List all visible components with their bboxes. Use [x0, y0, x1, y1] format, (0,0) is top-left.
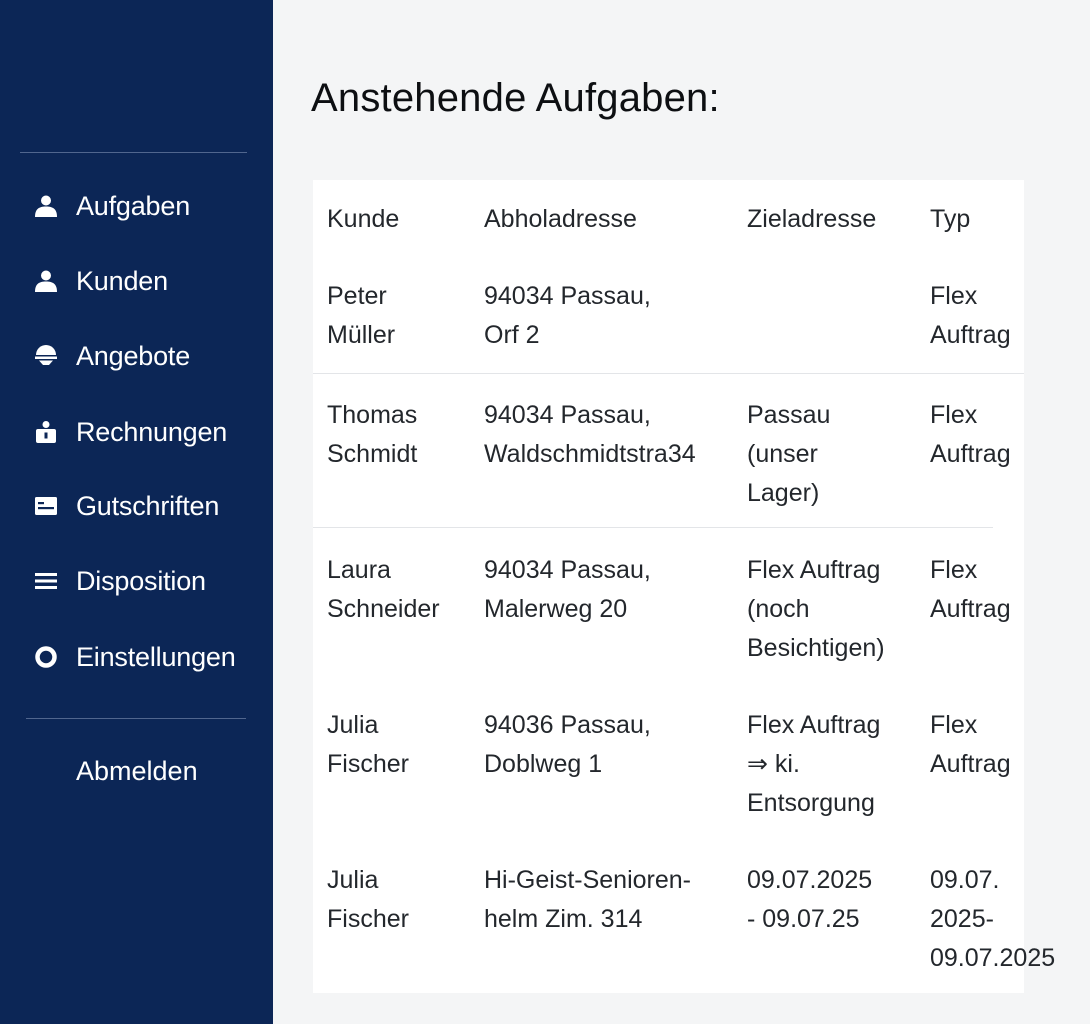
cell-zieladresse: [747, 861, 922, 939]
cell-typ: [930, 861, 1090, 978]
row-divider: [313, 373, 1024, 374]
lock-icon: [34, 420, 58, 444]
offer-icon: [34, 344, 58, 368]
header-typ: Typ: [930, 205, 971, 233]
sidebar-item-einstellungen[interactable]: [0, 627, 273, 687]
cell-line: Lager): [747, 479, 820, 507]
cell-line: Malerweg 20: [484, 595, 628, 623]
sidebar-item-gutschriften[interactable]: [0, 476, 273, 536]
cell-line: 09.07.2025: [747, 866, 873, 894]
cell-line: Julia: [327, 711, 379, 739]
cell-line: helm Zim. 314: [484, 905, 643, 933]
cell-line: 94034 Passau,: [484, 282, 651, 310]
sidebar-item-label: Einstellungen: [76, 641, 236, 672]
cell-line: Peter: [327, 282, 387, 310]
cell-line: Flex: [930, 401, 978, 429]
cell-line: Fischer: [327, 750, 409, 778]
page-title: Anstehende Aufgaben:: [311, 76, 720, 120]
sidebar-item-rechnungen[interactable]: [0, 402, 273, 462]
sidebar-item-kunden[interactable]: [0, 251, 273, 311]
user-icon: [34, 269, 58, 293]
header-abholadresse: Abholadresse: [484, 205, 637, 233]
cell-line: Auftrag: [930, 440, 1011, 468]
cell-line: Müller: [327, 321, 396, 349]
cell-typ: [930, 277, 1090, 355]
cell-line: 94034 Passau,: [484, 556, 651, 584]
cell-zieladresse: [747, 706, 922, 823]
cell-kunde: [327, 277, 477, 355]
sidebar-item-disposition[interactable]: [0, 551, 273, 611]
list-icon: [34, 569, 58, 593]
table-header: [313, 180, 1024, 255]
cell-line: Schmidt: [327, 440, 418, 468]
cell-line: 09.07.2025: [930, 944, 1056, 972]
cell-line: Flex Auftrag: [747, 711, 881, 739]
sidebar-item-label: Gutschriften: [76, 490, 220, 521]
tasks-table: [313, 180, 1056, 993]
cell-line: Doblweg 1: [484, 750, 603, 778]
cell-line: ⇒ ki.: [747, 750, 800, 778]
cell-line: 94036 Passau,: [484, 711, 651, 739]
cell-line: 94034 Passau,: [484, 401, 651, 429]
cell-kunde: [327, 861, 477, 939]
cell-line: Waldschmidtstra34: [484, 440, 696, 468]
cell-kunde: [327, 396, 477, 474]
sidebar-item-label: Kunden: [76, 265, 168, 296]
cell-line: 2025-: [930, 905, 994, 933]
row-divider: [313, 527, 993, 528]
cell-abholadresse: [484, 551, 739, 629]
user-icon: [34, 194, 58, 218]
sidebar-item-label: Angebote: [76, 340, 191, 371]
cell-line: Flex Auftrag: [747, 556, 881, 584]
sidebar-item-label: Rechnungen: [76, 416, 228, 447]
sidebar-item-label: Disposition: [76, 565, 206, 596]
cell-line: Auftrag: [930, 321, 1011, 349]
cell-line: Entsorgung: [747, 789, 875, 817]
sidebar-divider-top: [20, 152, 247, 153]
sidebar-divider-bottom: [26, 718, 246, 719]
sidebar-item-label: Aufgaben: [76, 190, 191, 221]
logout-button[interactable]: Abmelden: [76, 756, 198, 786]
cell-typ: [930, 396, 1090, 474]
cell-line: - 09.07.25: [747, 905, 860, 933]
cell-line: Auftrag: [930, 595, 1011, 623]
cell-line: Schneider: [327, 595, 440, 623]
header-kunde: Kunde: [327, 205, 400, 233]
cell-kunde: [327, 706, 477, 784]
cell-line: (noch: [747, 595, 810, 623]
cell-line: Thomas: [327, 401, 418, 429]
cell-line: Flex: [930, 711, 978, 739]
cell-line: Orf 2: [484, 321, 540, 349]
cell-line: Besichtigen): [747, 634, 885, 662]
cell-line: Fischer: [327, 905, 409, 933]
cell-line: (unser: [747, 440, 818, 468]
cell-line: Passau: [747, 401, 831, 429]
cell-abholadresse: [484, 861, 739, 939]
sidebar-item-angebote[interactable]: [0, 326, 273, 386]
header-zieladresse: Zieladresse: [747, 205, 877, 233]
cell-line: Hi-Geist-Senioren-: [484, 866, 692, 894]
sidebar: [0, 0, 273, 1024]
cell-abholadresse: [484, 277, 739, 355]
circle-icon: [34, 645, 58, 669]
cell-line: Laura: [327, 556, 391, 584]
cell-line: Julia: [327, 866, 379, 894]
cell-line: Flex: [930, 556, 978, 584]
cell-line: 09.07.: [930, 866, 1000, 894]
cell-zieladresse: [747, 551, 922, 668]
cell-kunde: [327, 551, 477, 629]
sidebar-item-aufgaben[interactable]: [0, 176, 273, 236]
cell-abholadresse: [484, 396, 739, 474]
cell-line: Flex: [930, 282, 978, 310]
cell-abholadresse: [484, 706, 739, 784]
cell-typ: [930, 551, 1090, 629]
card-icon: [34, 494, 58, 518]
cell-typ: [930, 706, 1090, 784]
cell-line: Auftrag: [930, 750, 1011, 778]
cell-zieladresse: [747, 396, 922, 513]
main-content: [273, 0, 1056, 1024]
